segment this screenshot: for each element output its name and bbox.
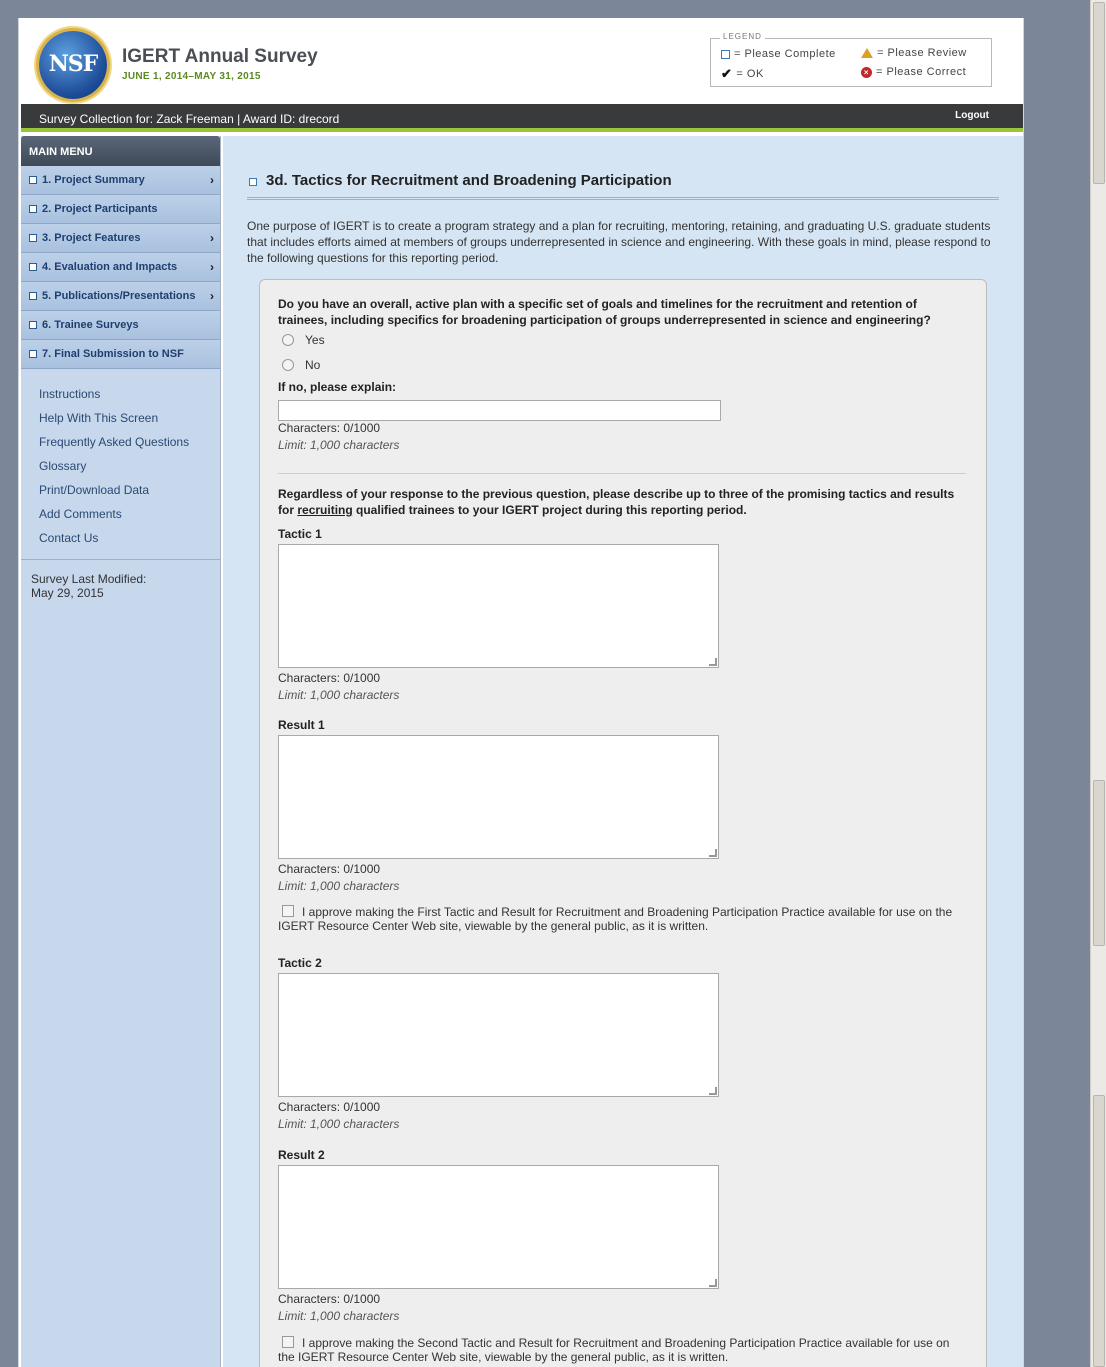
link-contact-us[interactable]: Contact Us — [39, 531, 99, 545]
resize-grip-icon[interactable] — [709, 849, 717, 857]
char-count: Characters: 0/1000 — [278, 1292, 381, 1306]
menu-item-label: 1. Project Summary — [42, 174, 145, 186]
char-limit: Limit: 1,000 characters — [278, 1117, 400, 1131]
status-square-icon — [29, 176, 37, 184]
menu-item-label: 2. Project Participants — [42, 203, 158, 215]
header — [21, 18, 1023, 104]
section-header — [247, 172, 999, 200]
approve-1 — [278, 905, 968, 933]
sidebar — [21, 136, 221, 1367]
link-glossary[interactable]: Glossary — [39, 459, 87, 473]
menu-item-label: 4. Evaluation and Impacts — [42, 261, 178, 273]
scrollbar-thumb[interactable] — [1093, 780, 1105, 946]
divider — [278, 473, 966, 474]
question-2-underlined: recruiting — [297, 503, 353, 517]
warning-icon — [861, 48, 873, 58]
status-square-icon — [249, 178, 257, 186]
radio-label: No — [305, 358, 321, 372]
survey-dates: JUNE 1, 2014–MAY 31, 2015 — [122, 71, 261, 82]
char-limit: Limit: 1,000 characters — [278, 438, 400, 452]
chevron-right-icon: › — [210, 289, 214, 303]
chevron-right-icon: › — [210, 173, 214, 187]
logout-link[interactable]: Logout — [955, 110, 989, 121]
approve-2-checkbox[interactable] — [282, 1336, 294, 1348]
tactic-1-textarea[interactable] — [278, 544, 719, 668]
help-links — [21, 369, 220, 545]
app-title: IGERT Annual Survey — [122, 46, 318, 67]
menu-item-label: 7. Final Submission to NSF — [42, 348, 184, 360]
menu-item-project-summary[interactable] — [21, 166, 220, 195]
resize-grip-icon[interactable] — [709, 1279, 717, 1287]
chevron-right-icon: › — [210, 231, 214, 245]
char-count: Characters: 0/1000 — [278, 1100, 381, 1114]
menu-item-trainee-surveys[interactable] — [21, 311, 220, 340]
link-help-screen[interactable]: Help With This Screen — [39, 411, 159, 425]
status-square-icon — [29, 234, 37, 242]
status-square-icon — [29, 263, 37, 271]
char-limit: Limit: 1,000 characters — [278, 688, 400, 702]
question-1: Do you have an overall, active plan with a specific set of goals and timelines for the recruitment and retention of trainees, including specifics for broadening participation of groups underrepresented in science and engineering? — [278, 297, 931, 327]
char-limit: Limit: 1,000 characters — [278, 1309, 400, 1323]
status-square-icon — [29, 205, 37, 213]
link-add-comments[interactable]: Add Comments — [39, 507, 122, 521]
char-count: Characters: 0/1000 — [278, 421, 381, 435]
scrollbar-thumb[interactable] — [1093, 2, 1105, 184]
legend-please-complete — [721, 48, 836, 60]
tactic-2-textarea[interactable] — [278, 973, 719, 1097]
question-2 — [278, 486, 968, 518]
result-2-label: Result 2 — [278, 1148, 325, 1162]
legend-label: = Please Complete — [734, 48, 836, 60]
result-2-textarea[interactable] — [278, 1165, 719, 1289]
top-bar — [21, 104, 1023, 132]
menu-item-publications[interactable] — [21, 282, 220, 311]
page-scrollbar[interactable] — [1090, 0, 1106, 1367]
radio-yes[interactable] — [282, 333, 325, 347]
empty-square-icon — [721, 50, 730, 59]
legend-title: LEGEND — [720, 32, 765, 41]
legend-ok — [721, 66, 764, 82]
result-1-textarea[interactable] — [278, 735, 719, 859]
resize-grip-icon[interactable] — [709, 1087, 717, 1095]
question-2-text: Regardless of your response to the previous question, please describe up to three of the promising tactics and results for — [278, 487, 955, 517]
last-modified-date: May 29, 2015 — [31, 586, 104, 600]
tactic-2-label: Tactic 2 — [278, 956, 322, 970]
question-2-text-end: qualified trainees to your IGERT project during this reporting period. — [352, 503, 747, 517]
main-menu-title: MAIN MENU — [21, 136, 220, 166]
legend-label: = Please Review — [877, 47, 967, 59]
last-modified-label: Survey Last Modified: — [31, 572, 147, 586]
status-square-icon — [29, 292, 37, 300]
approve-1-label: I approve making the First Tactic and Result for Recruitment and Broadening Participation Practice available for use on the IGERT Resource Center Web site, viewable by the general public, as it is written. — [278, 905, 953, 933]
char-count: Characters: 0/1000 — [278, 862, 381, 876]
legend-please-review — [861, 47, 967, 59]
approve-2-label: I approve making the Second Tactic and Result for Recruitment and Broadening Participation Practice available for use on the IGERT Resource Center Web site, viewable by the general public, as it is written. — [278, 1336, 950, 1364]
legend-label: = OK — [736, 68, 764, 80]
status-square-icon — [29, 350, 37, 358]
link-print-download[interactable]: Print/Download Data — [39, 483, 150, 497]
legend-please-correct — [861, 66, 966, 78]
approve-2 — [278, 1336, 968, 1364]
question-panel — [259, 279, 987, 1367]
menu-item-project-features[interactable] — [21, 224, 220, 253]
menu-item-label: 6. Trainee Surveys — [42, 319, 139, 331]
resize-grip-icon[interactable] — [709, 658, 717, 666]
char-limit: Limit: 1,000 characters — [278, 879, 400, 893]
checkmark-icon: ✔ — [721, 66, 733, 81]
last-modified — [21, 560, 220, 600]
error-icon: × — [861, 67, 872, 78]
explain-label: If no, please explain: — [278, 380, 397, 394]
explain-input[interactable] — [278, 400, 721, 421]
page-frame — [18, 18, 1024, 1367]
menu-item-label: 5. Publications/Presentations — [42, 290, 196, 302]
approve-1-checkbox[interactable] — [282, 905, 294, 917]
nsf-logo — [39, 31, 107, 99]
menu-item-project-participants[interactable] — [21, 195, 220, 224]
legend-label: = Please Correct — [876, 66, 967, 78]
legend — [710, 32, 992, 87]
survey-collection-info: Survey Collection for: Zack Freeman | Award ID: drecord — [39, 112, 340, 126]
menu-item-final-submission[interactable] — [21, 340, 220, 369]
char-count: Characters: 0/1000 — [278, 671, 381, 685]
logo-text: NSF — [48, 51, 98, 77]
scrollbar-thumb[interactable] — [1093, 1095, 1105, 1367]
radio-circle[interactable] — [282, 334, 294, 346]
chevron-right-icon: › — [210, 260, 214, 274]
status-square-icon — [29, 321, 37, 329]
radio-no[interactable] — [282, 358, 320, 372]
main-content — [223, 136, 1023, 1367]
menu-item-label: 3. Project Features — [42, 232, 141, 244]
section-title: 3d. Tactics for Recruitment and Broadening Participation — [266, 172, 672, 189]
menu-item-evaluation-impacts[interactable] — [21, 253, 220, 282]
tactic-1-label: Tactic 1 — [278, 527, 322, 541]
radio-label: Yes — [305, 333, 325, 347]
radio-circle[interactable] — [282, 359, 294, 371]
link-faq[interactable]: Frequently Asked Questions — [39, 435, 190, 449]
intro-text: One purpose of IGERT is to create a program strategy and a plan for recruiting, mentoring, retaining, and graduating U.S. graduate students that includes efforts aimed at members of groups underrepresented in science and engineering. With these goals in mind, please respond to the following questions for this reporting period. — [247, 219, 991, 265]
link-instructions[interactable]: Instructions — [39, 387, 101, 401]
result-1-label: Result 1 — [278, 718, 325, 732]
